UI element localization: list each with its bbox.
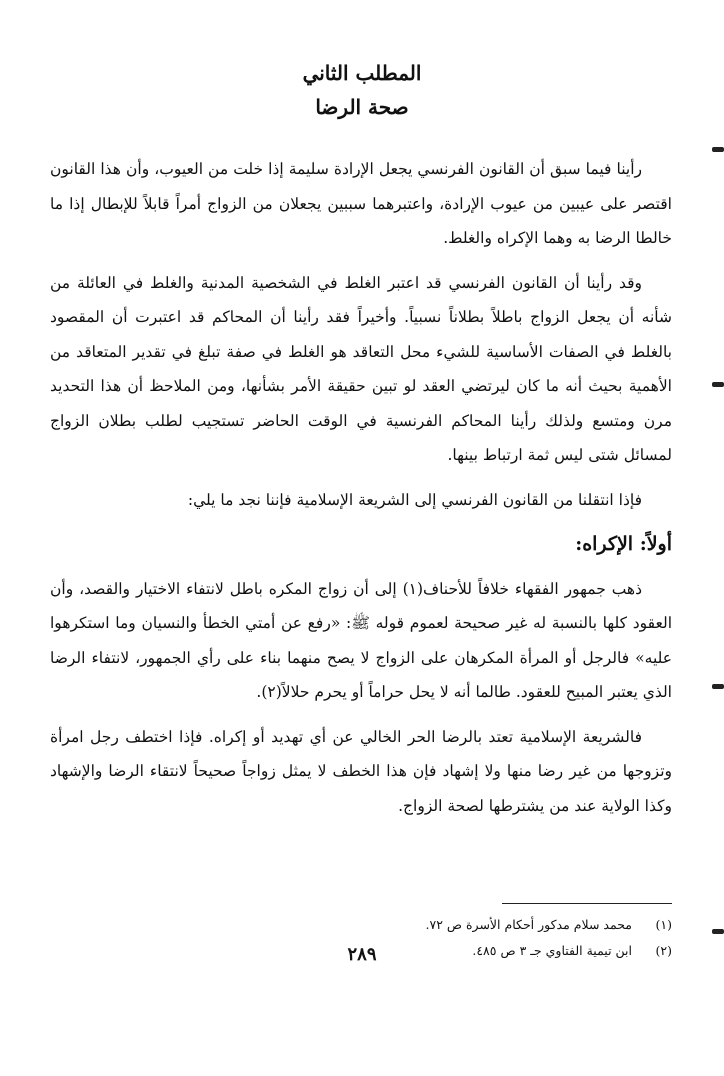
footnote-text: ابن تيمية الفتاوي جـ ٣ ص ٤٨٥. — [472, 943, 632, 958]
subsection-heading: أولاً: الإكراه: — [575, 533, 672, 555]
margin-mark — [712, 929, 724, 934]
footnote-number: (١) — [655, 917, 672, 932]
section-subtitle: صحة الرضا — [315, 95, 409, 119]
paragraph-1: رأينا فيما سبق أن القانون الفرنسي يجعل الإرادة سليمة إذا خلت من العيوب، وأن هذا القانون اقتصر على عيبين من عيوب الإرادة، واعتبرهما سببين يجعلان من الزواج أمراً قابلاً للإبطال إذا ما خالطا الرضا به وهما الإكراه والغلط. — [50, 160, 672, 247]
footnote-text: محمد سلام مدكور أحكام الأسرة ص ٧٢. — [425, 917, 632, 932]
paragraph-4: ذهب جمهور الفقهاء خلافاً للأحناف(١) إلى أن زواج المكره باطل لانتفاء الاختيار والقصد، وأن العقود كلها بالنسبة له غير صحيحة لعموم قوله ﷺ: «رفع عن أمتي الخطأ والنسيان وما استكرهوا عليه» فالرجل أو المرأة المكرهان على الزواج لا يصح منهما بناء على رأي الجمهور، لانتفاء الرضا الذي يعتبر المبيح للعقود. طالما أنه لا يحل حراماً أو يحرم حلالاً(٢). — [50, 579, 672, 701]
paragraph-2: وقد رأينا أن القانون الفرنسي قد اعتبر الغلط في الشخصية المدنية والغلط في العائلة من شأنه أن يجعل الزواج باطلاً بطلاناً نسبياً. وأخيراً فقد رأينا أن المحاكم قد اعتبرت أن المقصود بالغلط في الصفات الأساسية للشيء محل التعاقد هو الغلط في صفة تبلغ في تقدير المتعاقد من الأهمية بحيث أنه ما كان ليرتضي العقد لو تبين حقيقة الأمر بشأنها، ومن الملاحظ أن هذا التحديد مرن ومتسع ولذلك رأينا المحاكم الفرنسية في الوقت الحاضر تستجيب لطلب بطلان الزواج لمسائل شتى ليس ثمة ارتباط بينها. — [50, 273, 672, 464]
footnote-number: (٢) — [655, 943, 672, 958]
margin-mark — [712, 147, 724, 152]
margin-mark — [712, 382, 724, 387]
margin-mark — [712, 684, 724, 689]
paragraph-3: فإذا انتقلنا من القانون الفرنسي إلى الشريعة الإسلامية فإننا نجد ما يلي: — [187, 490, 642, 509]
title-block — [0, 56, 724, 124]
paragraph-5: فالشريعة الإسلامية تعتد بالرضا الحر الخالي عن أي تهديد أو إكراه. فإذا اختطف رجل امرأة وتزوجها من غير رضا منها ولا إشهاد فإن هذا الخطف لا يمثل زواجاً صحيحاً لانتقاء الرضا والإشهاد وكذا الولاية عند من يشترطها لصحة الزواج. — [50, 727, 672, 815]
footnote-separator — [502, 903, 672, 904]
section-title: المطلب الثاني — [302, 61, 422, 85]
footnote — [50, 912, 672, 938]
page-number: ٢٨٩ — [347, 944, 377, 965]
body-text — [50, 152, 672, 833]
